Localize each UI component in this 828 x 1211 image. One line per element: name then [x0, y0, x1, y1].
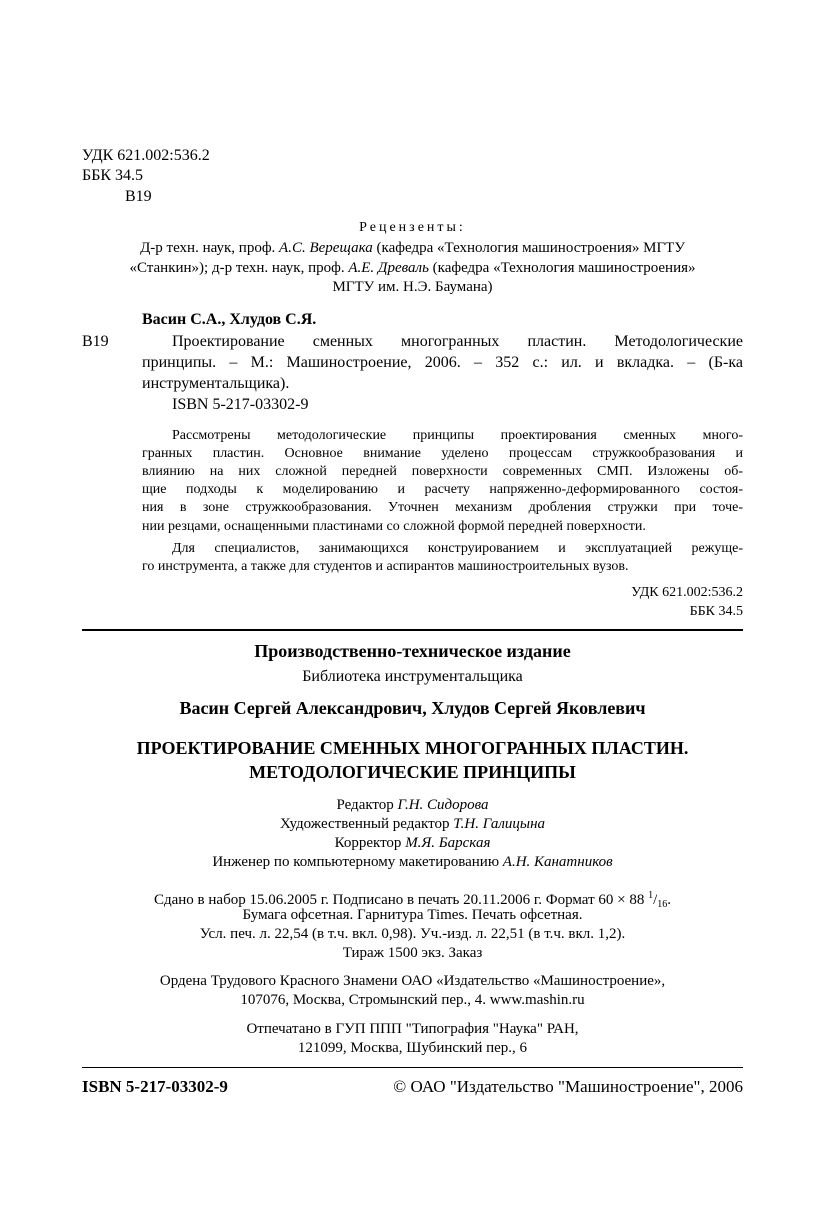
credit-role: Редактор [336, 797, 394, 813]
catalog-isbn: ISBN 5-217-03302-9 [172, 396, 309, 413]
printer-line-1: Отпечатано в ГУП ППП "Типография "Наука" РАН, [246, 1021, 579, 1037]
print-info-line-4: Тираж 1500 экз. Заказ [342, 945, 483, 961]
annotation-line: ния в зоне стружкообразования. Уточнен механизм дробления стружки при точе- [142, 500, 743, 515]
catalog-desc-line-1: Проектирование сменных многогранных пластин. Методологические [172, 333, 743, 350]
catalog-code: В19 [82, 333, 109, 350]
credit-art-editor [82, 815, 743, 834]
reviewer-affiliation: (кафедра «Технология машиностроения» МГТУ [376, 240, 685, 256]
credit-editor [82, 796, 743, 815]
footer-isbn: ISBN 5-217-03302-9 [82, 1077, 228, 1096]
catalog-desc-line-2: принципы. – М.: Машиностроение, 2006. – 352 с.: ил. и вкладка. – (Б-ка [142, 354, 743, 371]
annotation-line: го инструмента, а также для студентов и аспирантов машиностроительных вузов. [142, 559, 629, 574]
credit-role: Корректор [334, 835, 402, 851]
publisher-line-2: 107076, Москва, Стромынский пер., 4. www.mashin.ru [240, 992, 585, 1008]
authors-full: Васин Сергей Александрович, Хлудов Сергей Яковлевич [179, 698, 646, 718]
edition-type: Производственно-техническое издание [254, 641, 571, 661]
annotation-line: Для специалистов, занимающихся конструированием и эксплуатацией режуще- [172, 541, 743, 556]
reviewer-name: А.Е. Древаль [348, 260, 429, 276]
format-denominator: 16 [657, 899, 668, 910]
credit-role: Художественный редактор [279, 816, 450, 832]
annotation-line: щие подходы к моделированию и расчету напряженно-деформированного состоя- [142, 482, 743, 497]
credit-name: Г.Н. Сидорова [397, 797, 489, 813]
print-info-line-3: Усл. печ. л. 22,54 (в т.ч. вкл. 0,98). Уч.-изд. л. 22,51 (в т.ч. вкл. 1,2). [199, 926, 626, 942]
annotation-line: нии резцами, оснащенными пластинами со сложной формой передней поверхности. [142, 519, 646, 534]
footer-divider [82, 1067, 743, 1068]
credit-layout-engineer [82, 853, 743, 872]
reviewers-line-1 [82, 239, 743, 258]
annotation-line: гранных пластин. Основное внимание уделено процессам стружкообразования и [142, 446, 743, 461]
annotation-line: Рассмотрены методологические принципы проектирования сменных много- [172, 428, 743, 443]
print-info-line-2: Бумага офсетная. Гарнитура Times. Печать офсетная. [242, 907, 583, 923]
annotation-udk: УДК 621.002:536.2 [631, 585, 743, 600]
publisher-line-1: Ордена Трудового Красного Знамени ОАО «Издательство «Машиностроение», [159, 973, 666, 989]
catalog-authors: Васин С.А., Хлудов С.Я. [142, 311, 317, 328]
section-divider [82, 629, 743, 631]
print-dates: Сдано в набор 15.06.2005 г. Подписано в печать 20.11.2006 г. Формат 60 × 88 [153, 892, 645, 908]
annotation-bbk: ББК 34.5 [689, 604, 743, 619]
print-info-line-1: Сдано в набор 15.06.2005 г. Подписано в печать 20.11.2006 г. Формат 60 × 88 $^1/_{16}$. [153, 890, 672, 910]
credit-name: А.Н. Канатников [502, 854, 613, 870]
catalog-desc-line-3: инструментальщика). [142, 375, 290, 392]
annotation-line: влиянию на них сложной передней поверхности современных СМП. Изложены об- [142, 464, 743, 479]
format-numerator: 1 [648, 890, 654, 901]
reviewer-text: Д-р техн. наук, проф. [140, 240, 276, 256]
credit-role: Инженер по компьютерному макетированию [212, 854, 500, 870]
bbk-code: ББК 34.5 [82, 167, 144, 184]
book-title-line-1: ПРОЕКТИРОВАНИЕ СМЕННЫХ МНОГОГРАННЫХ ПЛАСТИН. [136, 738, 689, 758]
series-name: Библиотека инструментальщика [302, 668, 523, 685]
author-code: В19 [125, 188, 152, 205]
reviewer-text: «Станкин»); д-р техн. наук, проф. [129, 260, 345, 276]
reviewers-title: Рецензенты: [359, 220, 466, 235]
book-title-line-2: МЕТОДОЛОГИЧЕСКИЕ ПРИНЦИПЫ [249, 762, 576, 782]
footer-copyright: © ОАО "Издательство "Машиностроение", 2006 [393, 1077, 743, 1096]
udk-code: УДК 621.002:536.2 [82, 147, 210, 164]
reviewer-name: А.С. Верещака [279, 240, 373, 256]
credit-name: Т.Н. Галицына [453, 816, 546, 832]
reviewers-line-2 [82, 259, 743, 278]
credit-name: М.Я. Барская [405, 835, 491, 851]
reviewer-affiliation: (кафедра «Технология машиностроения» [432, 260, 696, 276]
credit-proofreader [82, 834, 743, 853]
printer-line-2: 121099, Москва, Шубинский пер., 6 [297, 1040, 528, 1056]
reviewers-line-3: МГТУ им. Н.Э. Баумана) [332, 279, 493, 295]
